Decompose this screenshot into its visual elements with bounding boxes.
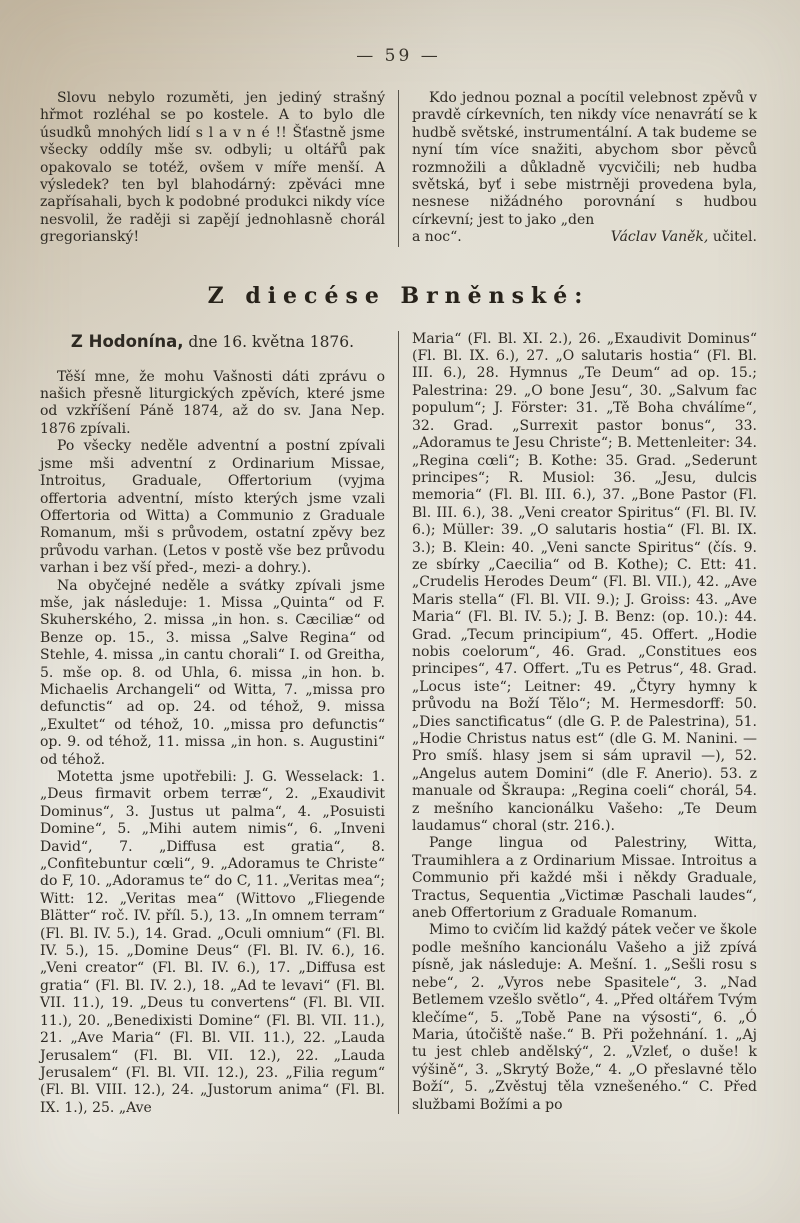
intro-right-paragraph: Kdo jednou poznal a pocítil velebnost zpěvů v pravdě církevních, ten nikdy více nenavrátí se k hudbě světské, instrumentální. A tak budeme se nyní tím více snažiti, abychom sbor pěvců rozmnožili a důkladně vycvičili; neb hudba světská, byť i sebe mistrněji provedena byla, nesnese nižádného porovnání s hudbou církevní; jest to jako „den: [412, 90, 757, 228]
intro-right-column: [398, 90, 757, 247]
signature-role: učitel.: [712, 229, 757, 246]
paragraph: Po všecky neděle adventní a postní zpívali jsme mši adventní z Ordinarium Missae, Introitus, Graduale, Offertorium (vyjma offertoria adventní, místo kterých jsme vzali Offertoria od Witta) a Communio z Graduale Romanum, mši s průvodem, ostatní zpěvy bez průvodu varhan. (Letos v postě vše bez průvodu varhan i bez vší před-, mezi- a dohry.).: [40, 438, 385, 577]
signature: [611, 229, 757, 246]
paragraph: Maria“ (Fl. Bl. XI. 2.), 26. „Exaudivit Dominus“ (Fl. Bl. IX. 6.), 27. „O salutaris hostia“ (Fl. Bl. III. 6.), 28. Hymnus „Te Deum“ ad op. 15.; Palestrina: 29. „O bone Jesu“, 30. „Salvum fac populum“; J. Förster: 31. „Tě Boha chválíme“, 32. Grad. „Surrexit pastor bonus“, 33. „Adoramus te Jesu Christe“; B. Mettenleiter: 34. „Regina cœli“; B. Kothe: 35. Grad. „Sederunt principes“; R. Musiol: 36. „Jesu, dulcis memoria“ (Fl. Bl. III. 6.), 37. „Bone Pastor (Fl. Bl. III. 6.), 38. „Veni creator Spiritus“ (Fl. Bl. IV. 6.); Müller: 39. „O salutaris hostia“ (Fl. Bl. IX. 3.); B. Klein: 40. „Veni sancte Spiritus“ (čís. 9. ze sbírky „Caecilia“ od B. Kothe); C. Ett: 41. „Crudelis Herodes Deum“ (Fl. Bl. VII.), 42. „Ave Maris stella“ (Fl. Bl. VII. 9.); J. Groiss: 43. „Ave Maria“ (Fl. Bl. IV. 5.); J. B. Benz: (op. 10.): 44. Grad. „Tecum principium“, 45. Offert. „Hodie nobis coelorum“, 46. Grad. „Constitues eos principes“, 47. Offert. „Tu es Petrus“, 48. Grad. „Locus iste“; Leitner: 49. „Čtyry hymny k průvodu na Boží Tělo“; M. Hermesdorff: 50. „Dies sanctificatus“ (dle G. P. de Palestrina), 51. „Hodie Christus natus est“ (dle G. M. Nanini. — Pro smíš. hlasy jsem si sám upravil —), 52. „Angelus autem Domini“ (dle F. Anerio). 53. z manuale od Škraupa: „Regina coeli“ chorál, 54. z mešního kancionálku Vašeho: „Te Deum laudamus“ choral (str. 216.).: [412, 330, 757, 835]
article-title-date: dne 16. května 1876.: [188, 332, 355, 351]
intro-left-paragraph: Slovu nebylo rozuměti, jen jediný strašný hřmot rozléhal se po kostele. A to bylo dle úsudků mnohých lidí s l a v n é !! Šťastně jsme všecky oddíly mše sv. odbyli; u oltářů pak opakovalo se totéž, ovšem v míře menší. A výsledek? ten byl blahodárný: zpěváci mne zapřísahali, bych k podobné produkci nikdy více nesvolil, že raději si zapějí jednohlasně chorál gregorianský!: [40, 90, 385, 246]
signature-line: [412, 229, 757, 246]
paragraph: Motetta jsme upotřebili: J. G. Wesselack: 1. „Deus firmavit orbem terræ“, 2. „Exaudivit Dominus“, 3. Justus ut palma“, 4. „Posuisti Domine“, 5. „Mihi autem nimis“, 6. „Inveni David“, 7. „Diffusa est gratia“, 8. „Confitebuntur cœli“, 9. „Adoramus te Christe“ do F, 10. „Adoramus te“ do C, 11. „Veritas mea“; Witt: 12. „Veritas mea“ (Wittovo „Fliegende Blätter“ roč. IV. příl. 5.), 13. „In omnem terram“ (Fl. Bl. IV. 5.), 14. Grad. „Oculi omnium“ (Fl. Bl. IV. 5.), 15. „Domine Deus“ (Fl. Bl. IV. 6.), 16. „Veni creator“ (Fl. Bl. IV. 6.), 17. „Diffusa est gratia“ (Fl. Bl. IV. 2.), 18. „Ad te levavi“ (Fl. Bl. VII. 11.), 19. „Deus tu convertens“ (Fl. Bl. VII. 11.), 20. „Benedixisti Domine“ (Fl. Bl. VII. 11.), 21. „Ave Maria“ (Fl. Bl. VII. 11.), 22. „Lauda Jerusalem“ (Fl. Bl. VII. 12.), 22. „Lauda Jerusalem“ (Fl. Bl. VII. 12.), 23. „Filia regum“ (Fl. Bl. VIII. 12.), 24. „Justorum anima“ (Fl. Bl. IX. 1.), 25. „Ave: [40, 769, 385, 1116]
intro-section: [40, 90, 757, 247]
article-section: [40, 331, 757, 1117]
article-right-column: [398, 331, 757, 1114]
intro-left-column: [40, 90, 385, 247]
paragraph: Pange lingua od Palestriny, Witta, Traumihlera a z Ordinarium Missae. Introitus a Communio při každé mši i někdy Graduale, Tractus, Sequentia „Victimæ Paschali laudes“, aneb Offertorium z Graduale Romanum.: [412, 835, 757, 922]
article-left-column: [40, 331, 385, 1117]
page-number: — 59 —: [356, 46, 441, 66]
article-title-place: Z Hodonína,: [70, 331, 184, 351]
paragraph: Na obyčejné neděle a svátky zpívali jsme mše, jak následuje: 1. Missa „Quinta“ od F. Skuherského, 2. missa „in hon. s. Cæciliæ“ od Benze op. 15., 3. missa „Salve Regina“ od Stehle, 4. missa „in cantu chorali“ I. od Greitha, 5. mše op. 8. od Uhla, 6. missa „in hon. b. Michaelis Archangeli“ od Witta, 7. „missa pro defunctis“ ad op. 24. od téhož, 9. missa „Exultet“ od téhož, 10. „missa pro defunctis“ op. 9. od téhož, 11. missa „in hon. s. Augustini“ od téhož.: [40, 577, 385, 768]
intro-right-last-words: a noc“.: [412, 229, 462, 246]
article-title: [40, 331, 385, 353]
paragraph: Těší mne, že mohu Vašnosti dáti zprávu o našich přesně liturgických zpěvích, které jsme od vzkříšení Páně 1874, až do sv. Jana Nep. 1876 zpívali.: [40, 368, 385, 437]
paragraph: Mimo to cvičím lid každý pátek večer ve škole podle mešního kancionálu Vašeho a již zpívá písně, jak následuje: A. Mešní. 1. „Sešli rosu s nebe“, 2. „Vyros nebe Spasitele“, 3. „Nad Betlemem vzešlo světlo“, 4. „Před oltářem Tvým klečíme“, 5. „Tobě Pane na výsosti“, 6. „Ó Maria, útočiště naše.“ B. Při požehnání. 1. „Aj tu jest chleb andělský“, 2. „Vzleť, o duše! k výšině“, 3. „Skrytý Bože,“ 4. „O přeslavné tělo Boží“, 5. „Zvěstuj těla vznešeného.“ C. Před službami Božími a po: [412, 922, 757, 1113]
signature-name: Václav Vaněk,: [610, 229, 709, 246]
section-heading: Z diecése Brněnské:: [207, 282, 590, 309]
